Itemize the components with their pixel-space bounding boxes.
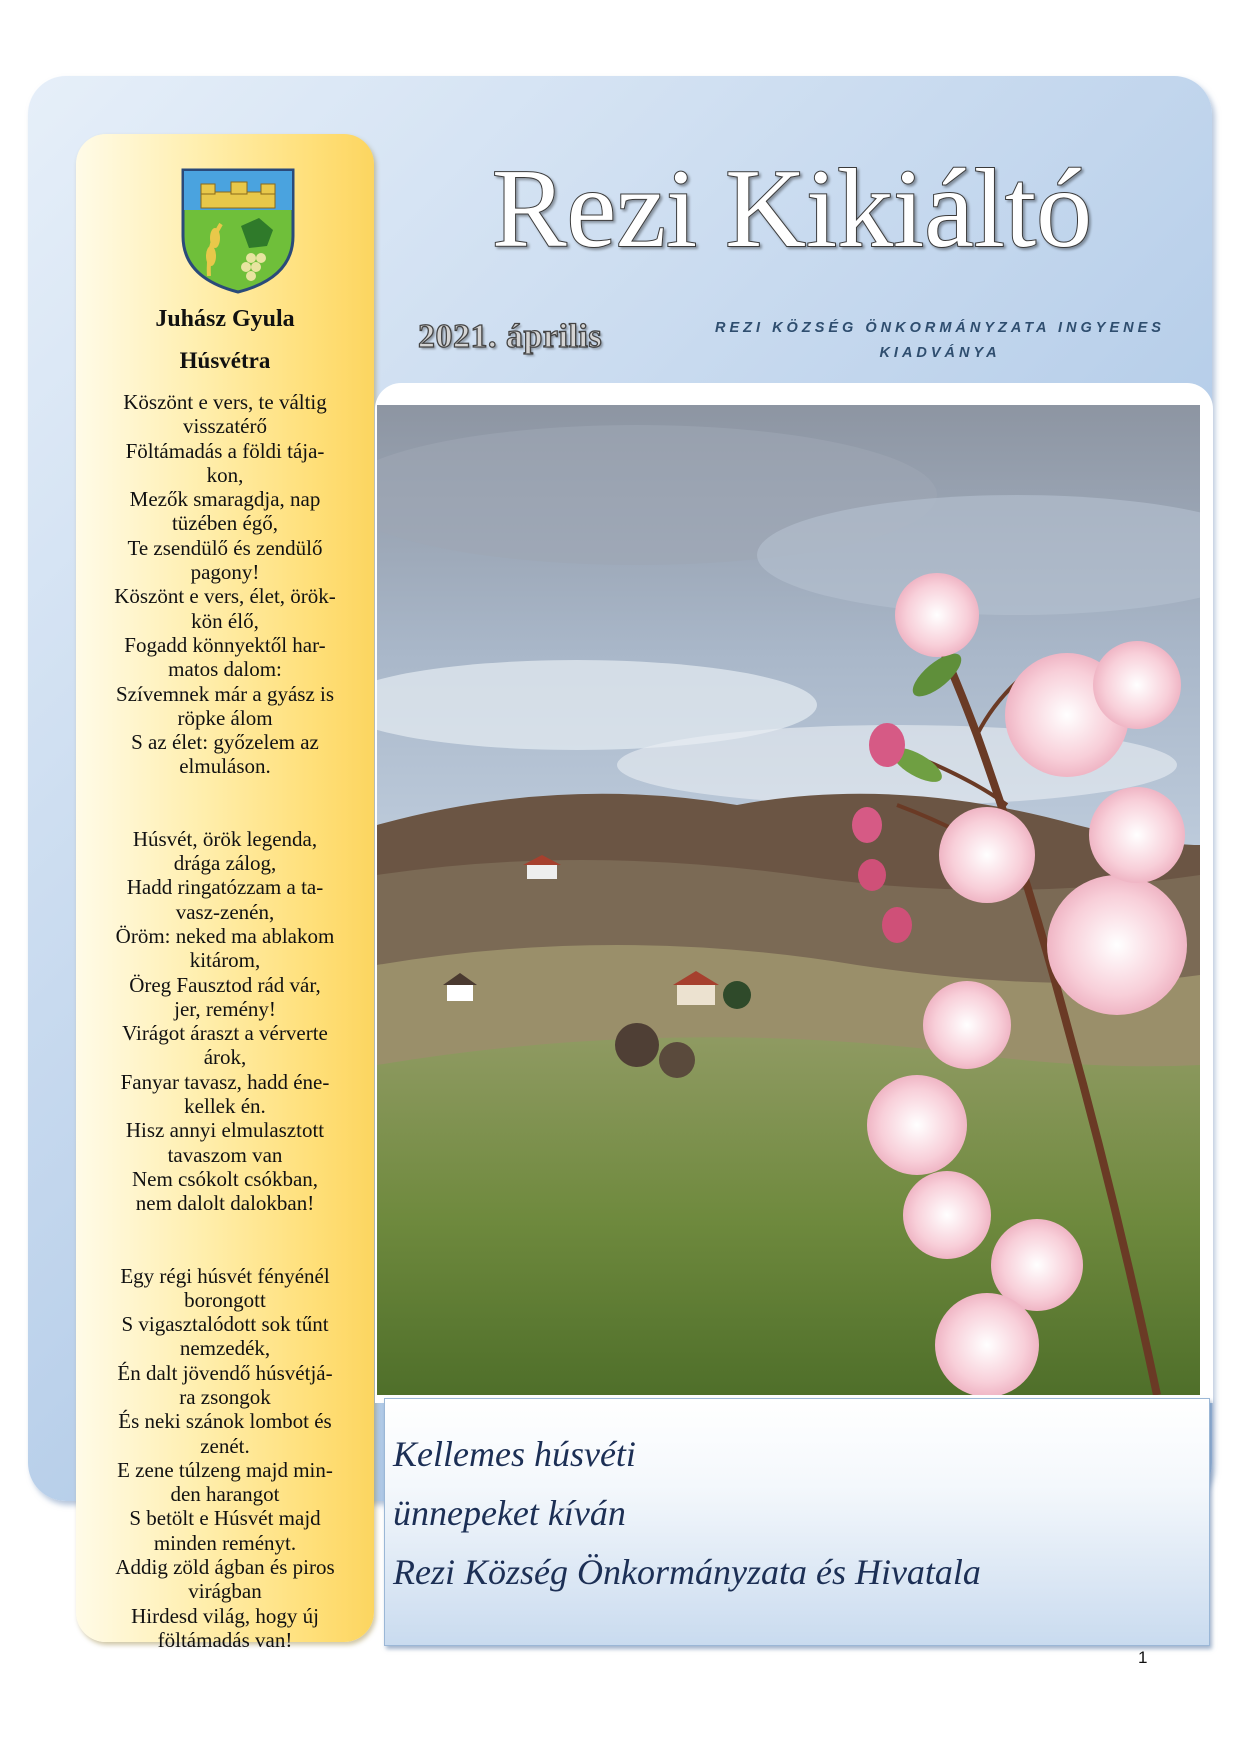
greeting-line-1: Kellemes húsvéti	[393, 1434, 636, 1474]
poem-line: vasz-zenén,	[175, 899, 275, 924]
poem-line: matos dalom:	[168, 657, 282, 682]
poem-line: föltámadás van!	[157, 1627, 293, 1652]
poem-stanza	[82, 390, 368, 779]
poem-line: S betölt e Húsvét majd	[129, 1506, 321, 1531]
poem-line: Hirdesd világ, hogy új	[131, 1603, 319, 1628]
poem-line: E zene túlzeng majd min-	[117, 1457, 333, 1482]
poem-body	[82, 390, 368, 1700]
poem-line: drága zálog,	[173, 851, 277, 876]
poem-line: kellek én.	[184, 1094, 266, 1119]
poem-line: virágban	[188, 1579, 262, 1604]
poem-line: Hadd ringatózzam a ta-	[126, 875, 324, 900]
poem-line: Te zsendülő és zendülő	[127, 535, 323, 560]
poem-line: Köszönt e vers, te váltig	[123, 390, 327, 414]
poem-line: Öröm: neked ma ablakom	[115, 923, 335, 948]
greeting-box	[384, 1398, 1210, 1646]
poem-line: tavaszom van	[167, 1142, 283, 1167]
poem-line: Egy régi húsvét fényénél	[120, 1263, 330, 1288]
poem-line: Hisz annyi elmulasztott	[125, 1118, 325, 1143]
greeting-line-2: ünnepeket kíván	[393, 1493, 626, 1533]
poem-line: Addig zöld ágban és piros	[115, 1555, 335, 1580]
poem-line: árok,	[203, 1045, 247, 1070]
poem-line: minden reményt.	[153, 1530, 297, 1555]
poem-line: Fogadd könnyektől har-	[124, 632, 326, 657]
poem-line: Mezők smaragdja, nap	[129, 487, 321, 512]
poem-sidebar	[76, 134, 374, 1652]
cover-photo	[377, 405, 1200, 1395]
poem-line: tüzében égő,	[171, 511, 279, 536]
poem-line: Húsvét, örök legenda,	[132, 826, 318, 851]
poem-line: nem dalolt dalokban!	[135, 1191, 315, 1216]
masthead-title: Rezi Kikiáltó	[491, 147, 1093, 268]
poem-line: pagony!	[190, 560, 260, 585]
poem-stanza	[82, 827, 368, 1216]
poem-line: Én dalt jövendő húsvétjá-	[117, 1360, 333, 1385]
poem-title: Húsvétra	[179, 348, 271, 373]
poem-line: kon,	[206, 462, 244, 487]
poem-line: Öreg Fausztod rád vár,	[129, 972, 321, 997]
page-number: 1	[1138, 1648, 1148, 1667]
poem-line: Köszönt e vers, élet, örök-	[114, 584, 336, 609]
poem-line: nemzedék,	[179, 1336, 271, 1361]
poem-line: ra zsongok	[179, 1384, 271, 1409]
poem-line: borongott	[184, 1287, 266, 1312]
poem-line: kön élő,	[191, 608, 259, 633]
poem-line: Nem csókolt csókban,	[131, 1166, 319, 1191]
poem-line: den harangot	[170, 1482, 280, 1507]
poem-line: zenét.	[200, 1433, 250, 1458]
poem-line: És neki szánok lombot és	[118, 1409, 332, 1434]
poem-line: röpke álom	[177, 705, 273, 730]
poem-stanza	[82, 1264, 368, 1653]
poem-line: visszatérő	[183, 414, 267, 439]
poem-line: kitárom,	[189, 948, 261, 973]
issue-date: 2021. április	[418, 318, 603, 355]
poem-line: S vigasztalódott sok tűnt	[121, 1312, 329, 1337]
poem-line: elmuláson.	[179, 754, 271, 779]
poem-line: Szívemnek már a gyász is	[115, 681, 335, 706]
coat-of-arms-image	[179, 166, 297, 294]
poem-line: Virágot áraszt a vérverte	[122, 1021, 328, 1046]
poem-line: S az élet: győzelem az	[131, 730, 319, 755]
poem-line: Fanyar tavasz, hadd éne-	[120, 1069, 330, 1094]
poem-line: Föltámadás a földi tája-	[125, 438, 325, 463]
publication-subtitle: REZI KÖZSÉG ÖNKORMÁNYZATA INGYENES KIADVÁNYA	[715, 320, 1165, 361]
masthead	[412, 138, 1172, 268]
poem-line: jer, remény!	[174, 996, 276, 1021]
poem-author: Juhász Gyula	[155, 306, 295, 332]
greeting-line-3: Rezi Község Önkormányzata és Hivatala	[393, 1552, 981, 1592]
